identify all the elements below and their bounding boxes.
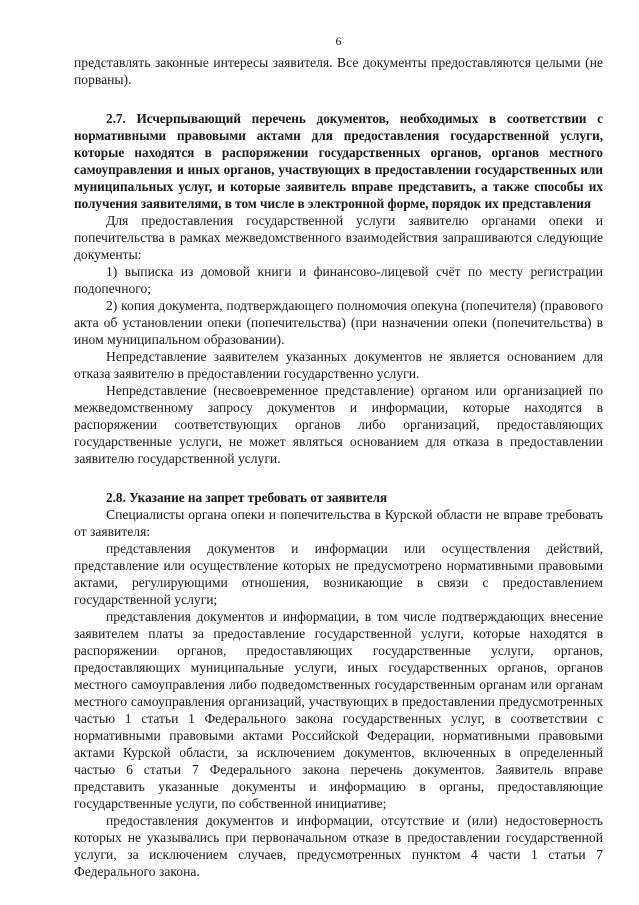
section-2-7-item-2: 2) копия документа, подтверждающего полномочия опекуна (попечителя) (правового акта об установлении опеки (попечительства) (при назначении опеки (попечительства) в ином муниципальном образовании). bbox=[74, 298, 603, 347]
intro-paragraph: представлять законные интересы заявителя. Все документы предоставляются целыми (не порваны). bbox=[74, 55, 603, 87]
spacer bbox=[74, 88, 603, 110]
section-2-7-paragraph-2: Непредставление (несвоевременное представление) органом или организацией по межведомственному запросу документов и информации, которые находятся в распоряжении соответствующих органов либо организаций, предоставляющих государственные услуги, не может являться основанием для отказа в предоставлении заявителю государственной услуги. bbox=[74, 383, 603, 466]
section-2-8-item-3: предоставления документов и информации, отсутствие и (или) недостоверность которых не указывались при первоначальном отказе в предоставлении государственной услуги, за исключением случаев, предусмотренных пунктом 4 части 1 статьи 7 Федерального закона. bbox=[74, 813, 603, 879]
section-2-8-lead: Специалисты органа опеки и попечительства в Курской области не вправе требовать от заявителя: bbox=[74, 507, 603, 539]
section-2-7-heading: 2.7. Исчерпывающий перечень документов, необходимых в соответствии с нормативными правовыми актами для предоставления государственной услуги, которые находятся в распоряжении государственных органов, органов местного самоуправления и иных органов, участвующих в предоставлении государственных или муниципальных услуг, и которые заявитель вправе представить, а также способы их получения заявителями, в том числе в электронной форме, порядок их представления bbox=[74, 111, 603, 211]
section-2-8-item-2: представления документов и информации, в том числе подтверждающих внесение заявителем платы за предоставление государственной услуги, которые находятся в распоряжении органов, предоставляющих государственные услуги, органов, предоставляющих муниципальные услуги, иных государственных органов, органов местного самоуправления либо подведомственных государственным органам или органам местного самоуправления организаций, участвующих в предоставлении предусмотренных частью 1 статьи 1 Федерального закона государственных услуг, в соответствии с нормативными правовыми актами Российской Федерации, нормативными правовыми актами Курской области, за исключением документов, включенных в определенный частью 6 статьи 7 Федерального закона перечень документов. Заявитель вправе представить указанные документы и информацию в органы, предоставляющие государственные услуги, по собственной инициативе; bbox=[74, 609, 603, 811]
section-2-7-paragraph-1: Непредставление заявителем указанных документов не является основанием для отказа заявителю в предоставлении государственно услуги. bbox=[74, 349, 603, 381]
spacer bbox=[74, 467, 603, 489]
section-2-8-heading: 2.8. Указание на запрет требовать от заявителя bbox=[106, 490, 388, 505]
section-2-8-item-1: представления документов и информации или осуществления действий, представление или осуществление которых не предусмотрено нормативными правовыми актами, регулирующими отношения, возникающие в связи с предоставлением государственной услуги; bbox=[74, 541, 603, 607]
section-2-7 bbox=[74, 110, 603, 467]
section-2-8 bbox=[74, 489, 603, 880]
section-2-7-item-1: 1) выписка из домовой книги и финансово-лицевой счёт по месту регистрации подопечного; bbox=[74, 264, 603, 296]
section-2-7-lead: Для предоставления государственной услуги заявителю органами опеки и попечительства в рамках межведомственного взаимодействия запрашиваются следующие документы: bbox=[74, 213, 603, 262]
page-number: 6 bbox=[335, 34, 342, 48]
